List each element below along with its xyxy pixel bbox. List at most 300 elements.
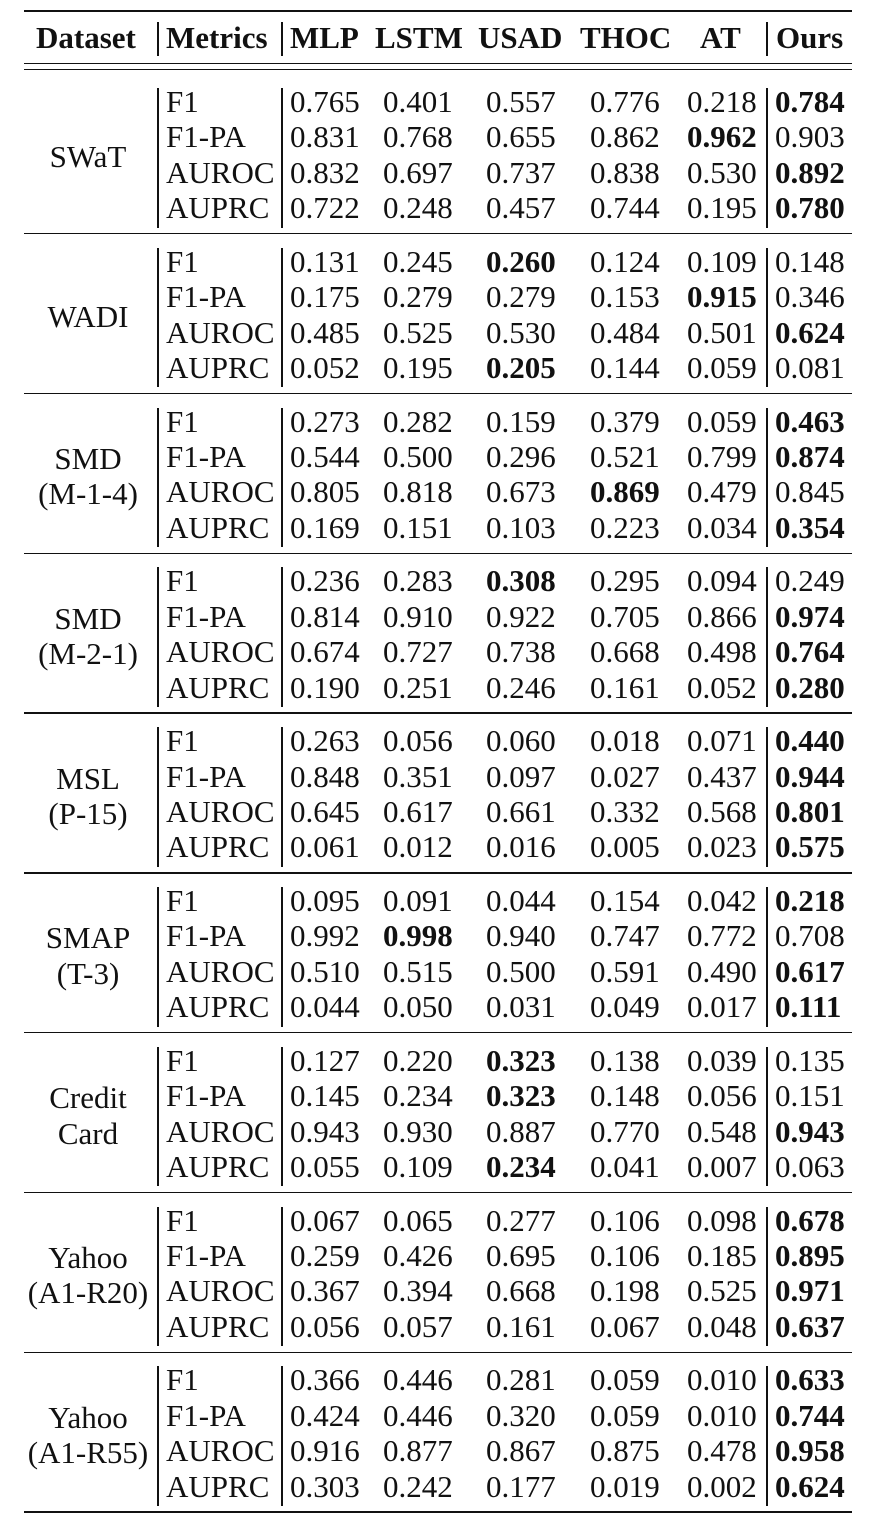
header-divider bbox=[281, 22, 283, 56]
table-cell: 0.308 bbox=[486, 563, 556, 599]
table-cell: 0.259 bbox=[290, 1238, 360, 1273]
table-cell: 0.281 bbox=[486, 1362, 556, 1398]
table-cell: 0.055 bbox=[290, 1149, 360, 1184]
table-cell: 0.832 bbox=[290, 154, 360, 190]
table-cell: 0.678 bbox=[775, 1202, 845, 1238]
metric-label: AUROC bbox=[166, 634, 275, 670]
table-cell: 0.530 bbox=[687, 154, 757, 190]
metric-label: F1 bbox=[166, 243, 199, 279]
dataset-name: SMD bbox=[54, 600, 122, 636]
table-cell: 0.944 bbox=[775, 758, 845, 794]
table-cell: 0.195 bbox=[687, 190, 757, 226]
table-cell: 0.218 bbox=[687, 84, 757, 119]
table-cell: 0.135 bbox=[775, 1042, 845, 1078]
table-cell: 0.770 bbox=[590, 1113, 660, 1149]
metric-label: AUPRC bbox=[166, 190, 270, 226]
metric-label: F1 bbox=[166, 403, 199, 439]
table-cell: 0.052 bbox=[290, 350, 360, 385]
table-cell: 0.351 bbox=[383, 758, 453, 794]
dataset-name: (A1-R20) bbox=[27, 1275, 149, 1311]
column-divider bbox=[766, 1366, 768, 1506]
table-cell: 0.479 bbox=[687, 474, 757, 510]
column-divider bbox=[766, 1047, 768, 1187]
table-cell: 0.023 bbox=[687, 829, 757, 865]
table-cell: 0.279 bbox=[383, 279, 453, 315]
table-cell: 0.768 bbox=[383, 119, 453, 155]
table-cell: 0.500 bbox=[486, 953, 556, 989]
metric-label: F1 bbox=[166, 1362, 199, 1398]
table-cell: 0.067 bbox=[290, 1202, 360, 1238]
table-cell: 0.095 bbox=[290, 883, 360, 918]
table-cell: 0.185 bbox=[687, 1238, 757, 1273]
column-divider bbox=[766, 1207, 768, 1347]
column-divider bbox=[281, 1207, 283, 1347]
metric-label: AUROC bbox=[166, 314, 275, 350]
header-model: THOC bbox=[580, 20, 672, 55]
table-cell: 0.205 bbox=[486, 350, 556, 385]
metric-label: F1 bbox=[166, 723, 199, 759]
metric-label: AUPRC bbox=[166, 350, 270, 385]
table-cell: 0.320 bbox=[486, 1397, 556, 1433]
group-separator bbox=[24, 1352, 852, 1353]
table-cell: 0.624 bbox=[775, 314, 845, 350]
dataset-name: Yahoo bbox=[48, 1399, 128, 1435]
table-cell: 0.161 bbox=[590, 669, 660, 705]
bottom-rule bbox=[24, 1511, 852, 1513]
table-cell: 0.138 bbox=[590, 1042, 660, 1078]
table-cell: 0.515 bbox=[383, 953, 453, 989]
table-cell: 0.814 bbox=[290, 598, 360, 634]
table-cell: 0.094 bbox=[687, 563, 757, 599]
table-cell: 0.005 bbox=[590, 829, 660, 865]
table-cell: 0.875 bbox=[590, 1433, 660, 1469]
column-divider bbox=[157, 567, 159, 707]
table-cell: 0.744 bbox=[590, 190, 660, 226]
table-cell: 0.042 bbox=[687, 883, 757, 918]
table-cell: 0.296 bbox=[486, 439, 556, 474]
column-divider bbox=[281, 248, 283, 388]
table-cell: 0.056 bbox=[687, 1078, 757, 1114]
table-cell: 0.044 bbox=[486, 883, 556, 918]
group-separator bbox=[24, 393, 852, 394]
table-cell: 0.521 bbox=[590, 439, 660, 474]
table-cell: 0.874 bbox=[775, 439, 845, 474]
metric-label: AUPRC bbox=[166, 1468, 270, 1504]
header-divider bbox=[766, 22, 768, 56]
metric-label: F1 bbox=[166, 84, 199, 119]
table-cell: 0.440 bbox=[775, 723, 845, 759]
table-cell: 0.234 bbox=[383, 1078, 453, 1114]
table-cell: 0.903 bbox=[775, 119, 845, 155]
table-cell: 0.159 bbox=[486, 403, 556, 439]
table-cell: 0.722 bbox=[290, 190, 360, 226]
metric-label: F1-PA bbox=[166, 1397, 246, 1433]
table-cell: 0.346 bbox=[775, 279, 845, 315]
header-dataset: Dataset bbox=[36, 20, 136, 55]
table-cell: 0.727 bbox=[383, 634, 453, 670]
table-cell: 0.248 bbox=[383, 190, 453, 226]
column-divider bbox=[157, 88, 159, 228]
table-cell: 0.273 bbox=[290, 403, 360, 439]
table-cell: 0.081 bbox=[775, 350, 845, 385]
table-cell: 0.869 bbox=[590, 474, 660, 510]
column-divider bbox=[766, 887, 768, 1027]
table-cell: 0.198 bbox=[590, 1273, 660, 1309]
dataset-name: (M-1-4) bbox=[38, 476, 138, 512]
table-cell: 0.637 bbox=[775, 1308, 845, 1344]
table-cell: 0.251 bbox=[383, 669, 453, 705]
table-cell: 0.645 bbox=[290, 794, 360, 829]
table-cell: 0.568 bbox=[687, 794, 757, 829]
column-divider bbox=[157, 1047, 159, 1187]
table-cell: 0.485 bbox=[290, 314, 360, 350]
table-cell: 0.249 bbox=[775, 563, 845, 599]
table-cell: 0.668 bbox=[590, 634, 660, 670]
column-divider bbox=[281, 88, 283, 228]
table-cell: 0.617 bbox=[383, 794, 453, 829]
table-cell: 0.922 bbox=[486, 598, 556, 634]
table-cell: 0.530 bbox=[486, 314, 556, 350]
table-cell: 0.177 bbox=[486, 1468, 556, 1504]
table-cell: 0.154 bbox=[590, 883, 660, 918]
table-cell: 0.943 bbox=[775, 1113, 845, 1149]
table-cell: 0.002 bbox=[687, 1468, 757, 1504]
table-cell: 0.245 bbox=[383, 243, 453, 279]
table-cell: 0.446 bbox=[383, 1397, 453, 1433]
dataset-name: (P-15) bbox=[48, 796, 128, 831]
table-cell: 0.457 bbox=[486, 190, 556, 226]
table-cell: 0.998 bbox=[383, 918, 453, 954]
metric-label: AUROC bbox=[166, 794, 275, 829]
table-cell: 0.050 bbox=[383, 989, 453, 1025]
dataset-name: SMD bbox=[54, 441, 122, 476]
dataset-name: (A1-R55) bbox=[27, 1435, 149, 1471]
table-cell: 0.548 bbox=[687, 1113, 757, 1149]
dataset-name: WADI bbox=[47, 298, 129, 334]
table-cell: 0.280 bbox=[775, 669, 845, 705]
column-divider bbox=[157, 248, 159, 388]
table-cell: 0.012 bbox=[383, 829, 453, 865]
table-cell: 0.103 bbox=[486, 509, 556, 545]
table-cell: 0.633 bbox=[775, 1362, 845, 1398]
table-cell: 0.034 bbox=[687, 509, 757, 545]
table-cell: 0.242 bbox=[383, 1468, 453, 1504]
table-cell: 0.061 bbox=[290, 829, 360, 865]
table-cell: 0.059 bbox=[590, 1397, 660, 1433]
table-cell: 0.151 bbox=[775, 1078, 845, 1114]
table-cell: 0.056 bbox=[290, 1308, 360, 1344]
table-cell: 0.044 bbox=[290, 989, 360, 1025]
table-cell: 0.895 bbox=[775, 1238, 845, 1273]
dataset-name: (T-3) bbox=[56, 955, 120, 991]
table-cell: 0.049 bbox=[590, 989, 660, 1025]
group-separator bbox=[24, 872, 852, 873]
table-cell: 0.106 bbox=[590, 1238, 660, 1273]
dataset-name: (M-2-1) bbox=[38, 636, 138, 672]
table-cell: 0.737 bbox=[486, 154, 556, 190]
table-cell: 0.091 bbox=[383, 883, 453, 918]
group-separator bbox=[24, 712, 852, 713]
table-cell: 0.097 bbox=[486, 758, 556, 794]
table-cell: 0.027 bbox=[590, 758, 660, 794]
table-cell: 0.744 bbox=[775, 1397, 845, 1433]
table-cell: 0.106 bbox=[590, 1202, 660, 1238]
table-cell: 0.109 bbox=[687, 243, 757, 279]
table-cell: 0.010 bbox=[687, 1397, 757, 1433]
table-cell: 0.892 bbox=[775, 154, 845, 190]
table-cell: 0.019 bbox=[590, 1468, 660, 1504]
table-cell: 0.784 bbox=[775, 84, 845, 119]
table-cell: 0.591 bbox=[590, 953, 660, 989]
table-cell: 0.974 bbox=[775, 598, 845, 634]
header-metrics: Metrics bbox=[166, 20, 268, 55]
table-cell: 0.958 bbox=[775, 1433, 845, 1469]
table-cell: 0.041 bbox=[590, 1149, 660, 1184]
dataset-name: SMAP bbox=[45, 920, 131, 956]
metric-label: F1-PA bbox=[166, 598, 246, 634]
metric-label: AUROC bbox=[166, 1433, 275, 1469]
top-rule bbox=[24, 10, 852, 12]
table-cell: 0.624 bbox=[775, 1468, 845, 1504]
metric-label: F1-PA bbox=[166, 439, 246, 474]
table-cell: 0.697 bbox=[383, 154, 453, 190]
table-cell: 0.031 bbox=[486, 989, 556, 1025]
table-cell: 0.098 bbox=[687, 1202, 757, 1238]
table-cell: 0.867 bbox=[486, 1433, 556, 1469]
dataset-name: MSL bbox=[56, 760, 120, 796]
table-cell: 0.059 bbox=[590, 1362, 660, 1398]
metric-label: AUPRC bbox=[166, 669, 270, 705]
table-cell: 0.500 bbox=[383, 439, 453, 474]
table-cell: 0.446 bbox=[383, 1362, 453, 1398]
header-model: AT bbox=[700, 20, 741, 55]
table-cell: 0.148 bbox=[775, 243, 845, 279]
table-cell: 0.695 bbox=[486, 1238, 556, 1273]
table-cell: 0.283 bbox=[383, 563, 453, 599]
metric-label: F1-PA bbox=[166, 279, 246, 315]
column-divider bbox=[281, 1366, 283, 1506]
table-cell: 0.848 bbox=[290, 758, 360, 794]
table-cell: 0.801 bbox=[775, 794, 845, 829]
column-divider bbox=[157, 1366, 159, 1506]
table-cell: 0.887 bbox=[486, 1113, 556, 1149]
table-cell: 0.063 bbox=[775, 1149, 845, 1184]
table-cell: 0.323 bbox=[486, 1078, 556, 1114]
table-cell: 0.039 bbox=[687, 1042, 757, 1078]
table-cell: 0.111 bbox=[775, 989, 842, 1025]
table-cell: 0.747 bbox=[590, 918, 660, 954]
table-cell: 0.067 bbox=[590, 1308, 660, 1344]
table-cell: 0.323 bbox=[486, 1042, 556, 1078]
table-cell: 0.295 bbox=[590, 563, 660, 599]
table-cell: 0.010 bbox=[687, 1362, 757, 1398]
table-cell: 0.655 bbox=[486, 119, 556, 155]
metric-label: F1 bbox=[166, 883, 199, 918]
table-cell: 0.277 bbox=[486, 1202, 556, 1238]
table-cell: 0.195 bbox=[383, 350, 453, 385]
dataset-name: Yahoo bbox=[48, 1240, 128, 1275]
table-cell: 0.153 bbox=[590, 279, 660, 315]
column-divider bbox=[766, 88, 768, 228]
column-divider bbox=[766, 567, 768, 707]
metric-label: AUROC bbox=[166, 1113, 275, 1149]
table-cell: 0.059 bbox=[687, 350, 757, 385]
table-cell: 0.260 bbox=[486, 243, 556, 279]
table-cell: 0.915 bbox=[687, 279, 757, 315]
table-cell: 0.764 bbox=[775, 634, 845, 670]
table-cell: 0.018 bbox=[590, 723, 660, 759]
table-cell: 0.236 bbox=[290, 563, 360, 599]
table-cell: 0.971 bbox=[775, 1273, 845, 1309]
table-cell: 0.838 bbox=[590, 154, 660, 190]
table-cell: 0.017 bbox=[687, 989, 757, 1025]
table-cell: 0.223 bbox=[590, 509, 660, 545]
table-cell: 0.124 bbox=[590, 243, 660, 279]
table-cell: 0.169 bbox=[290, 509, 360, 545]
table-cell: 0.765 bbox=[290, 84, 360, 119]
table-cell: 0.992 bbox=[290, 918, 360, 954]
metric-label: AUPRC bbox=[166, 989, 270, 1025]
metric-label: F1-PA bbox=[166, 1238, 246, 1273]
table-cell: 0.059 bbox=[687, 403, 757, 439]
column-divider bbox=[157, 1207, 159, 1347]
column-divider bbox=[281, 727, 283, 867]
table-cell: 0.151 bbox=[383, 509, 453, 545]
header-model: LSTM bbox=[375, 20, 463, 55]
table-cell: 0.705 bbox=[590, 598, 660, 634]
table-cell: 0.478 bbox=[687, 1433, 757, 1469]
table-cell: 0.379 bbox=[590, 403, 660, 439]
table-cell: 0.109 bbox=[383, 1149, 453, 1184]
table-cell: 0.780 bbox=[775, 190, 845, 226]
table-cell: 0.052 bbox=[687, 669, 757, 705]
metric-label: F1-PA bbox=[166, 119, 246, 155]
table-cell: 0.424 bbox=[290, 1397, 360, 1433]
dataset-name: Card bbox=[57, 1115, 119, 1151]
table-cell: 0.065 bbox=[383, 1202, 453, 1238]
table-cell: 0.175 bbox=[290, 279, 360, 315]
table-cell: 0.303 bbox=[290, 1468, 360, 1504]
table-cell: 0.144 bbox=[590, 350, 660, 385]
table-cell: 0.401 bbox=[383, 84, 453, 119]
table-cell: 0.866 bbox=[687, 598, 757, 634]
table-cell: 0.161 bbox=[486, 1308, 556, 1344]
table-cell: 0.463 bbox=[775, 403, 845, 439]
table-cell: 0.943 bbox=[290, 1113, 360, 1149]
table-cell: 0.738 bbox=[486, 634, 556, 670]
table-cell: 0.557 bbox=[486, 84, 556, 119]
metric-label: F1 bbox=[166, 1042, 199, 1078]
table-cell: 0.674 bbox=[290, 634, 360, 670]
group-separator bbox=[24, 233, 852, 234]
column-divider bbox=[766, 248, 768, 388]
table-cell: 0.544 bbox=[290, 439, 360, 474]
table-cell: 0.367 bbox=[290, 1273, 360, 1309]
table-cell: 0.220 bbox=[383, 1042, 453, 1078]
table-cell: 0.234 bbox=[486, 1149, 556, 1184]
table-cell: 0.510 bbox=[290, 953, 360, 989]
table-cell: 0.394 bbox=[383, 1273, 453, 1309]
table-cell: 0.490 bbox=[687, 953, 757, 989]
column-divider bbox=[766, 408, 768, 548]
metric-label: F1-PA bbox=[166, 1078, 246, 1114]
table-cell: 0.845 bbox=[775, 474, 845, 510]
metric-label: F1-PA bbox=[166, 758, 246, 794]
table-cell: 0.145 bbox=[290, 1078, 360, 1114]
table-cell: 0.617 bbox=[775, 953, 845, 989]
table-cell: 0.831 bbox=[290, 119, 360, 155]
table-cell: 0.668 bbox=[486, 1273, 556, 1309]
table-cell: 0.940 bbox=[486, 918, 556, 954]
table-cell: 0.805 bbox=[290, 474, 360, 510]
table-cell: 0.332 bbox=[590, 794, 660, 829]
table-cell: 0.218 bbox=[775, 883, 845, 918]
table-cell: 0.916 bbox=[290, 1433, 360, 1469]
table-cell: 0.057 bbox=[383, 1308, 453, 1344]
metric-label: AUPRC bbox=[166, 1149, 270, 1184]
table-cell: 0.131 bbox=[290, 243, 360, 279]
column-divider bbox=[281, 1047, 283, 1187]
header-rule-2 bbox=[24, 69, 852, 70]
table-cell: 0.190 bbox=[290, 669, 360, 705]
table-cell: 0.016 bbox=[486, 829, 556, 865]
table-cell: 0.127 bbox=[290, 1042, 360, 1078]
table-cell: 0.877 bbox=[383, 1433, 453, 1469]
table-cell: 0.426 bbox=[383, 1238, 453, 1273]
table-cell: 0.930 bbox=[383, 1113, 453, 1149]
column-divider bbox=[281, 887, 283, 1027]
table-cell: 0.910 bbox=[383, 598, 453, 634]
table-cell: 0.962 bbox=[687, 119, 757, 155]
table-cell: 0.818 bbox=[383, 474, 453, 510]
table-cell: 0.056 bbox=[383, 723, 453, 759]
group-separator bbox=[24, 553, 852, 554]
table-cell: 0.071 bbox=[687, 723, 757, 759]
group-separator bbox=[24, 1192, 852, 1193]
dataset-name: Credit bbox=[49, 1080, 127, 1116]
table-cell: 0.776 bbox=[590, 84, 660, 119]
column-divider bbox=[281, 408, 283, 548]
header-model: USAD bbox=[478, 20, 563, 55]
metric-label: AUROC bbox=[166, 953, 275, 989]
table-cell: 0.673 bbox=[486, 474, 556, 510]
table-cell: 0.661 bbox=[486, 794, 556, 829]
metric-label: F1-PA bbox=[166, 918, 246, 954]
table-cell: 0.862 bbox=[590, 119, 660, 155]
metric-label: F1 bbox=[166, 563, 199, 599]
table-cell: 0.437 bbox=[687, 758, 757, 794]
metric-label: AUROC bbox=[166, 1273, 275, 1309]
table-cell: 0.048 bbox=[687, 1308, 757, 1344]
group-separator bbox=[24, 1032, 852, 1033]
column-divider bbox=[157, 727, 159, 867]
table-cell: 0.282 bbox=[383, 403, 453, 439]
column-divider bbox=[157, 408, 159, 548]
table-cell: 0.525 bbox=[687, 1273, 757, 1309]
header-model: Ours bbox=[776, 20, 844, 55]
table-cell: 0.279 bbox=[486, 279, 556, 315]
header-divider bbox=[157, 22, 159, 56]
metric-label: AUROC bbox=[166, 154, 275, 190]
table-cell: 0.484 bbox=[590, 314, 660, 350]
table-cell: 0.246 bbox=[486, 669, 556, 705]
header-model: MLP bbox=[290, 20, 359, 55]
column-divider bbox=[766, 727, 768, 867]
table-cell: 0.501 bbox=[687, 314, 757, 350]
table-cell: 0.498 bbox=[687, 634, 757, 670]
header-rule-1 bbox=[24, 63, 852, 64]
table-cell: 0.366 bbox=[290, 1362, 360, 1398]
